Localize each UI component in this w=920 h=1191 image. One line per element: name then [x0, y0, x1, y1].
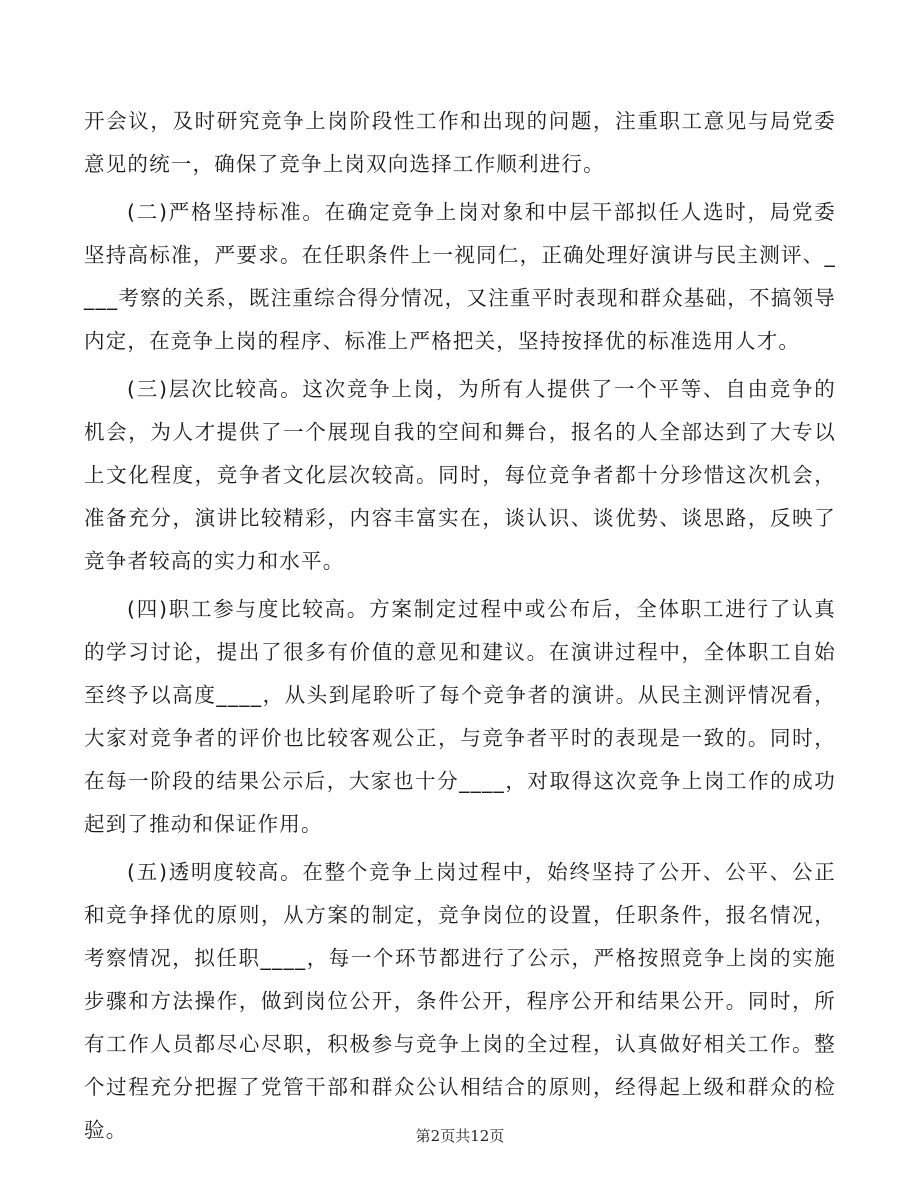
paragraph-staff-participation: (四)职工参与度比较高。方案制定过程中或公布后，全体职工进行了认真的学习讨论，提出了很多有价值的意见和建议。在演讲过程中，全体职工自始至终予以高度____，从头到尾聆听了每个竞争者的演讲。从民主测评情况看，大家对竞争者的评价也比较客观公正，与竞争者平时的表现是一致的。同时，在每一阶段的结果公示后，大家也十分____，对取得这次竞争上岗工作的成功起到了推动和保证作用。 — [84, 597, 836, 836]
page-footer: 第2页共12页 — [415, 1127, 505, 1145]
paragraph-strict-standards: (二)严格坚持标准。在确定竞争上岗对象和中层干部拟任人选时，局党委坚持高标准，严要求。在任职条件上一视同仁，正确处理好演讲与民主测评、____考察的关系，既注重综合得分情况，又注重平时表现和群众基础，不搞领导内定，在竞争上岗的程序、标准上严格把关，坚持按择优的标准选用人才。 — [84, 200, 836, 353]
paragraph-high-level: (三)层次比较高。这次竞争上岗，为所有人提供了一个平等、自由竞争的机会，为人才提供了一个展现自我的空间和舞台，报名的人全部达到了大专以上文化程度，竞争者文化层次较高。同时，每位竞争者都十分珍惜这次机会，准备充分，演讲比较精彩，内容丰富实在，谈认识、谈优势、谈思路，反映了竞争者较高的实力和水平。 — [84, 377, 836, 573]
paragraph-transparency: (五)透明度较高。在整个竞争上岗过程中，始终坚持了公开、公平、公正和竞争择优的原则，从方案的制定，竞争岗位的设置，任职条件，报名情况，考察情况，拟任职____，每一个环节都进行了公示，严格按照竞争上岗的实施步骤和方法操作，做到岗位公开，条件公开，程序公开和结果公开。同时，所有工作人员都尽心尽职，积极参与竞争上岗的全过程，认真做好相关工作。整个过程充分把握了党管干部和群众公认相结合的原则，经得起上级和群众的检验。 — [84, 860, 836, 1142]
document-body — [84, 100, 836, 1152]
paragraph-continuation: 开会议，及时研究竞争上岗阶段性工作和出现的问题，注重职工意见与局党委意见的统一，确保了竞争上岗双向选择工作顺利进行。 — [84, 109, 836, 176]
